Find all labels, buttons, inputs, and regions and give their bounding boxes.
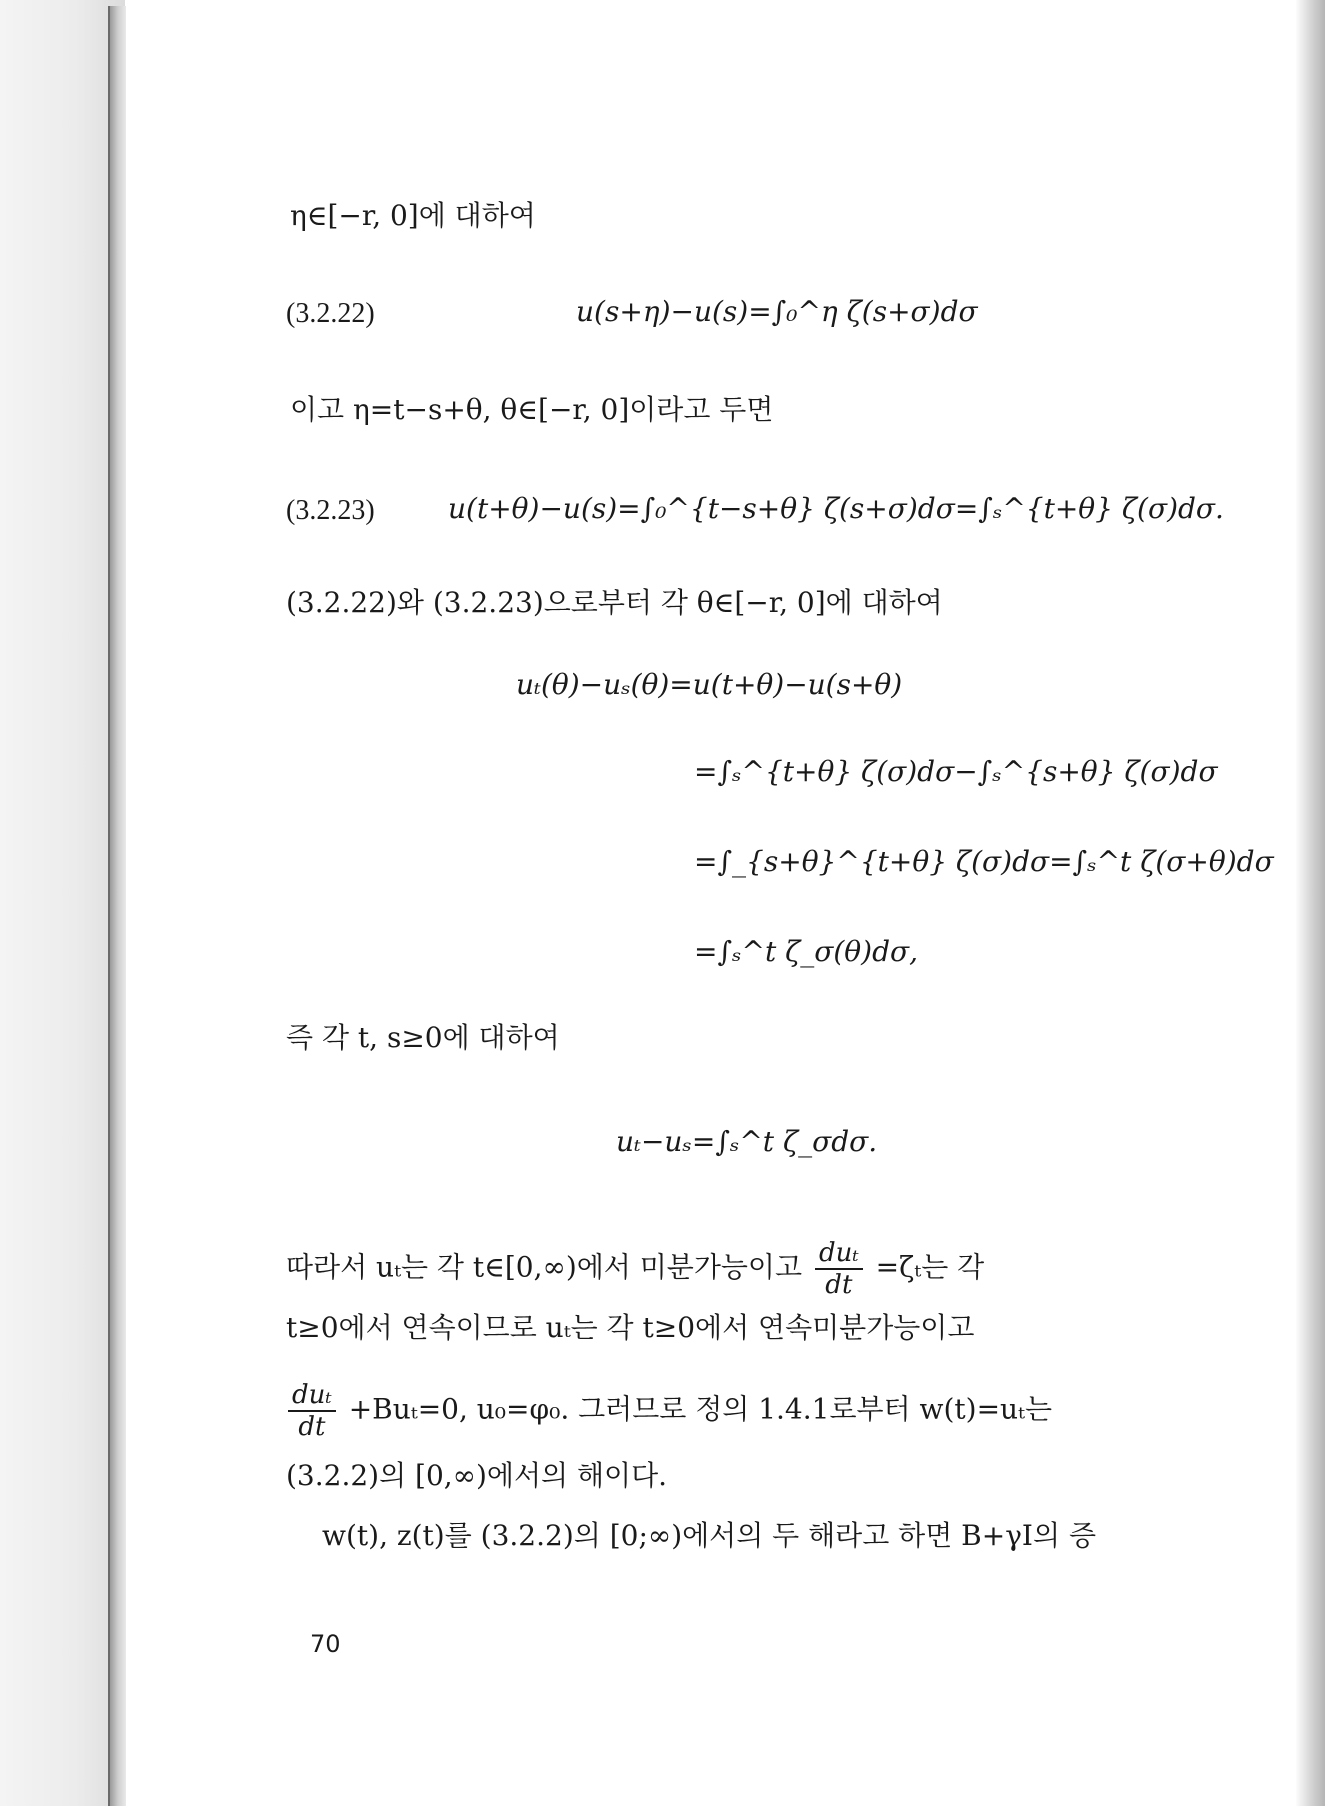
fraction-denominator: dt — [298, 1412, 326, 1442]
equation-block-line-2: =∫ₛ^{t+θ} ζ(σ)dσ−∫ₛ^{s+θ} ζ(σ)dσ — [694, 755, 1218, 788]
book-right-shadow — [1295, 0, 1325, 1806]
text-line-7 — [284, 1380, 1052, 1442]
derivative-fraction-2 — [288, 1380, 336, 1442]
fraction-denominator: dt — [825, 1270, 853, 1300]
text-line-8: (3.2.2)의 [0,∞)에서의 해이다. — [286, 1459, 668, 1492]
equation-block-line-1: uₜ(θ)−uₛ(θ)=u(t+θ)−u(s+θ) — [516, 668, 903, 701]
page-number: 70 — [310, 1630, 341, 1658]
book-page — [126, 0, 1296, 1806]
text-line-3: (3.2.22)와 (3.2.23)으로부터 각 θ∈[−r, 0]에 대하여 — [286, 586, 943, 619]
book-left-edge — [0, 0, 125, 1806]
equation-integral-u: uₜ−uₛ=∫ₛ^t ζ_σdσ. — [616, 1125, 878, 1158]
text-line-5 — [286, 1238, 984, 1300]
text-line-4: 즉 각 t, s≥0에 대하여 — [286, 1021, 560, 1054]
page-fold-shadow — [108, 6, 128, 1806]
derivative-fraction-1 — [815, 1238, 863, 1300]
text-line-9: w(t), z(t)를 (3.2.2)의 [0;∞)에서의 두 해라고 하면 B+γI의 증 — [322, 1519, 1096, 1552]
fraction-numerator: duₜ — [815, 1238, 863, 1270]
text-line-6: t≥0에서 연속이므로 uₜ는 각 t≥0에서 연속미분가능이고 — [286, 1311, 975, 1344]
text-line-5-part-a: 따라서 uₜ는 각 t∈[0,∞)에서 미분가능이고 — [286, 1250, 803, 1284]
equation-label-3-2-23: (3.2.23) — [286, 495, 375, 526]
equation-3-2-22: u(s+η)−u(s)=∫₀^η ζ(s+σ)dσ — [576, 295, 978, 328]
equation-3-2-23: u(t+θ)−u(s)=∫₀^{t−s+θ} ζ(s+σ)dσ=∫ₛ^{t+θ} ζ(σ)dσ. — [448, 492, 1224, 525]
text-line-2: 이고 η=t−s+θ, θ∈[−r, 0]이라고 두면 — [290, 393, 774, 426]
text-line-5-part-b: =ζₜ는 각 — [875, 1250, 985, 1284]
equation-block-line-3: =∫_{s+θ}^{t+θ} ζ(σ)dσ=∫ₛ^t ζ(σ+θ)dσ — [694, 845, 1274, 878]
equation-block-line-4: =∫ₛ^t ζ_σ(θ)dσ, — [694, 935, 919, 968]
text-line-7-rest: +Buₜ=0, u₀=φ₀. 그러므로 정의 1.4.1로부터 w(t)=uₜ는 — [348, 1392, 1053, 1426]
equation-label-3-2-22: (3.2.22) — [286, 298, 375, 329]
text-line-1: η∈[−r, 0]에 대하여 — [290, 199, 536, 232]
fraction-numerator: duₜ — [288, 1380, 336, 1412]
